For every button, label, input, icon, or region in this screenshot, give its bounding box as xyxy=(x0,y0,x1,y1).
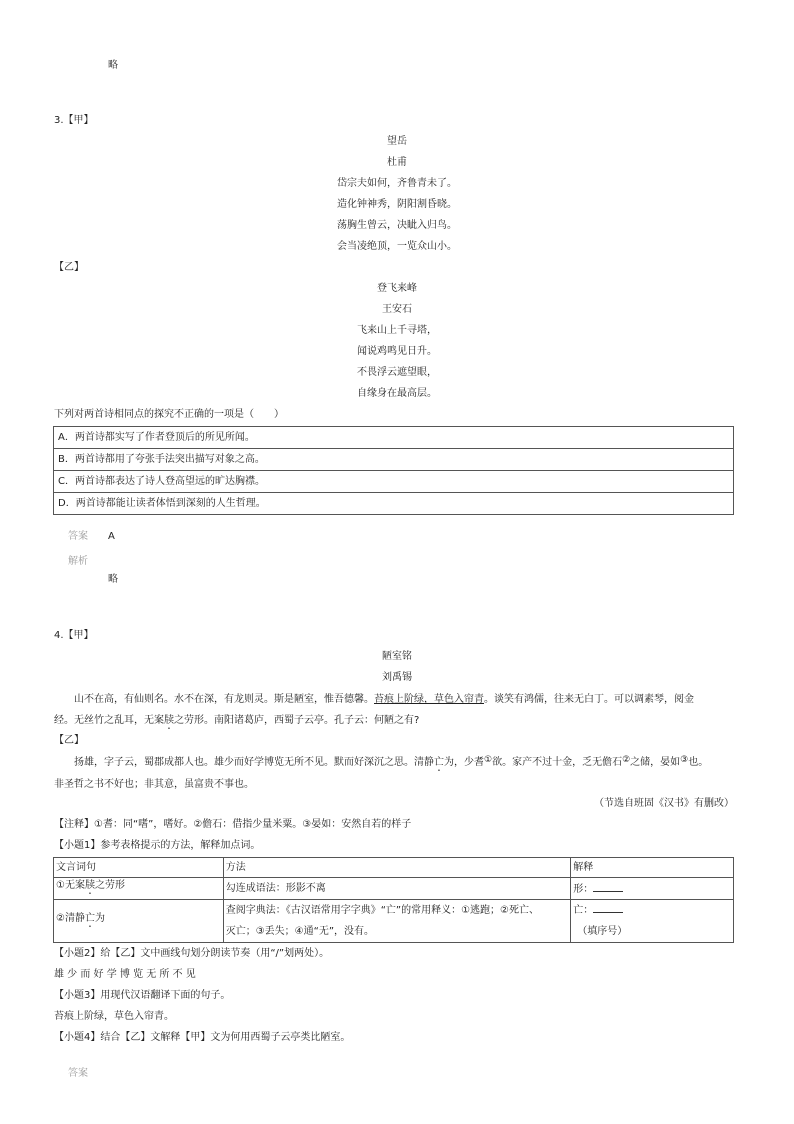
yi-text: 欲。家产不过十金，乏无儋石 xyxy=(492,757,623,768)
note-marker-3: ③ xyxy=(680,755,689,765)
note-marker-1: ① xyxy=(484,755,493,765)
q4-sub2-sentence: 雄 少 而 好 学 博 览 无 所 不 见 xyxy=(54,969,196,980)
dotted-char: 亡 xyxy=(84,912,95,924)
jia-underlined-sentence: 苔痕上阶绿，草色入帘青 xyxy=(374,694,484,705)
dotted-char: 牍 xyxy=(84,880,95,891)
row2-answer xyxy=(571,900,734,943)
jia-dotted-char: 牍 xyxy=(164,715,174,726)
answer-label: 形： xyxy=(573,884,594,895)
q4-source: （节选自班固《汉书》有删改） xyxy=(594,798,734,809)
q4-sub2: 【小题2】给【乙】文中画线句划分朗读节奏（用“/”划两处）。 xyxy=(54,948,330,959)
row1-phrase xyxy=(54,878,224,900)
poem1-line: 会当凌绝顶，一览众山小。 xyxy=(337,241,457,252)
q4-yi-passage xyxy=(54,752,734,795)
jia-text: 山不在高，有仙则名。水不在深，有龙则灵。斯是陋室，惟吾德馨。 xyxy=(74,694,374,705)
jia-text: 经。无丝竹之乱耳，无案 xyxy=(54,715,164,726)
q3-option-a[interactable]: A．两首诗都实写了作者登顶后的所见所闻。 xyxy=(54,427,734,449)
poem2-line: 不畏浮云遮望眼， xyxy=(357,367,437,378)
q4-yi-label: 【乙】 xyxy=(54,735,84,746)
row1-answer xyxy=(571,878,734,900)
answer-blank[interactable] xyxy=(593,882,623,892)
jia-text: 。谈笑有鸿儒，往来无白丁。可以调素琴，阅金 xyxy=(484,694,694,705)
note-marker-2: ② xyxy=(622,755,631,765)
phrase-text: ②清静 xyxy=(56,912,85,924)
q3-analysis-label: 解析 xyxy=(68,556,88,567)
yi-text: 扬雄，字子云，蜀郡成都人也。雄少而好学博览无所不见。默而好深沉之思。清静 xyxy=(74,757,434,768)
poem1-author: 杜甫 xyxy=(387,157,407,168)
table-header: 解释 xyxy=(571,858,734,878)
phrase-text: 之劳形 xyxy=(94,880,125,891)
q3-option-c[interactable]: C．两首诗都表达了诗人登高望远的旷达胸襟。 xyxy=(54,471,734,493)
table-header: 文言词句 xyxy=(54,858,224,878)
poem1-line: 荡胸生曾云，决眦入归鸟。 xyxy=(337,220,457,231)
phrase-text: 为 xyxy=(94,912,105,924)
yi-text: 也。 xyxy=(688,757,709,768)
q4-sub3: 【小题3】用现代汉语翻译下面的句子。 xyxy=(54,990,231,1001)
q4-jia-passage xyxy=(54,689,734,732)
jia-text: 之劳形。南阳诸葛庐，西蜀子云亭。孔子云：何陋之有? xyxy=(174,715,420,726)
yi-text: 之储，晏如 xyxy=(630,757,681,768)
row2-method xyxy=(223,900,570,943)
poem2-author: 王安石 xyxy=(382,304,412,315)
q3-analysis-content: 略 xyxy=(108,574,118,585)
row1-method: 勾连成语法：形影不离 xyxy=(223,878,570,900)
method-line: 灭亡；③丢失；④通“无”，没有。 xyxy=(225,926,375,937)
yi-line2: 非圣哲之书不好也；非其意，虽富贵不事也。 xyxy=(54,779,254,790)
q4-notes: 【注释】①耆：同“嗜”，嗜好。②儋石：借指少量米粟。③晏如：安然自若的样子 xyxy=(54,819,412,830)
poem2-line: 闻说鸡鸣见日升。 xyxy=(357,346,437,357)
method-line: 查阅字典法：《古汉语常用字字典》“亡”的常用释义：①逃跑；②死亡、 xyxy=(225,905,540,916)
answer-blank[interactable] xyxy=(593,903,623,913)
answer-note: （填序号） xyxy=(577,926,628,937)
poem2-line: 飞来山上千寻塔， xyxy=(357,325,437,336)
q3-answer-value: A xyxy=(108,531,115,542)
q4-sub4: 【小题4】结合【乙】文解释【甲】文为何用西蜀子云亭类比陋室。 xyxy=(54,1032,351,1043)
q3-yi-label: 【乙】 xyxy=(54,262,84,273)
q3-stem: 下列对两首诗相同点的探究不正确的一项是（ ） xyxy=(54,409,284,420)
poem1-title: 望岳 xyxy=(387,136,407,147)
q4-sub1: 【小题1】参考表格提示的方法，解释加点词。 xyxy=(54,840,261,851)
row2-phrase xyxy=(54,900,224,943)
yi-dotted-char: 亡 xyxy=(434,757,444,768)
poem1-line: 造化钟神秀，阴阳割昏晓。 xyxy=(337,199,457,210)
poem2-title: 登飞来峰 xyxy=(377,283,417,294)
q3-option-d[interactable]: D．两首诗都能让读者体悟到深刻的人生哲理。 xyxy=(54,493,734,515)
q4-sub3-sentence: 苔痕上阶绿，草色入帘青。 xyxy=(54,1011,174,1022)
q3-options-table xyxy=(53,426,734,515)
q4-answer-label: 答案 xyxy=(68,1068,88,1079)
q4-title: 陋室铭 xyxy=(382,651,412,662)
q4-method-table xyxy=(53,857,734,943)
poem2-line: 自缘身在最高层。 xyxy=(357,388,437,399)
yi-text: 为，少耆 xyxy=(444,757,484,768)
poem1-line: 岱宗夫如何，齐鲁青未了。 xyxy=(337,178,457,189)
q3-answer-label: 答案 xyxy=(68,531,88,542)
prev-analysis-content: 略 xyxy=(108,60,118,71)
q4-number: 4.【甲】 xyxy=(54,630,94,641)
q3-option-b[interactable]: B．两首诗都用了夸张手法突出描写对象之高。 xyxy=(54,449,734,471)
table-header: 方法 xyxy=(223,858,570,878)
phrase-text: ①无案 xyxy=(56,880,85,891)
q3-number: 3.【甲】 xyxy=(54,115,94,126)
q4-author: 刘禹锡 xyxy=(382,672,412,683)
answer-label: 亡： xyxy=(573,905,594,916)
